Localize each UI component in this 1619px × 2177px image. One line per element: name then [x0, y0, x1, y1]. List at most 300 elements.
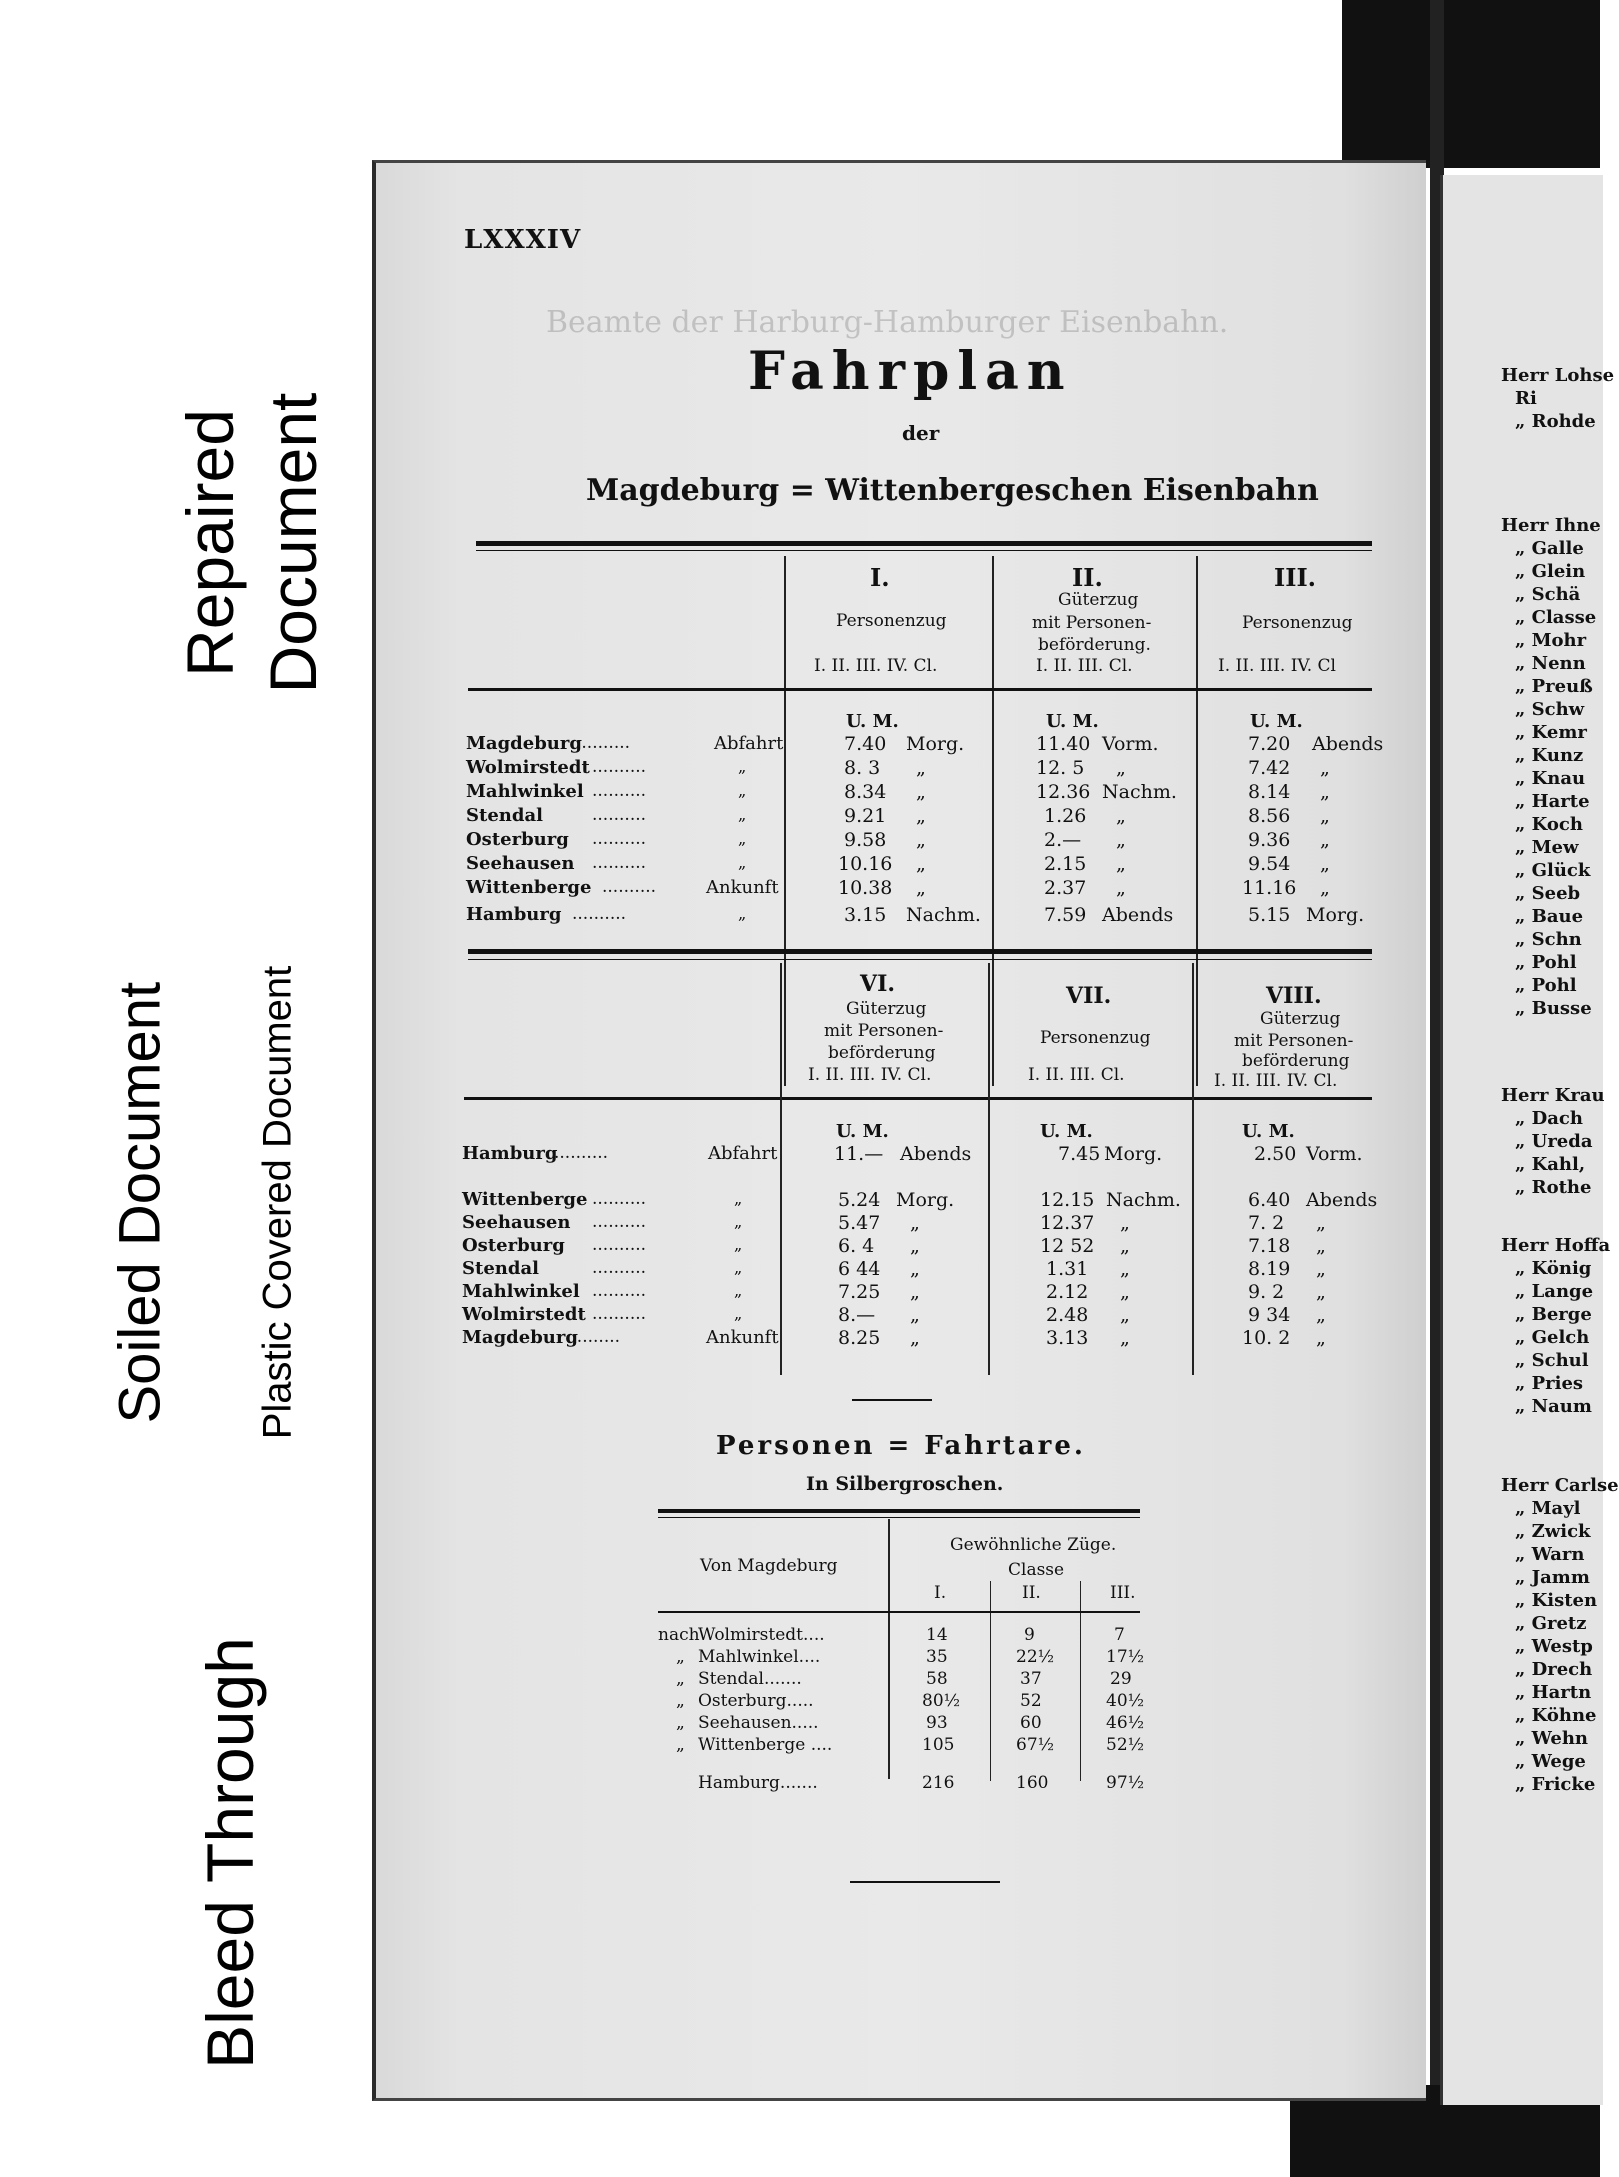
time-1: 10.16 [838, 853, 893, 875]
suffix-2: Nachm. [1102, 781, 1177, 803]
dots: .......... [576, 733, 631, 753]
time-2: 2.15 [1044, 853, 1087, 875]
t2-col2-classes: I. II. III. Cl. [1028, 1065, 1125, 1085]
t2-col1-type-3: beförderung [828, 1043, 936, 1063]
t2-col1-roman: VI. [860, 971, 896, 997]
facing-page-line: „ Schul [1515, 1350, 1589, 1371]
suffix-3: Morg. [1306, 904, 1365, 926]
title-der: der [902, 421, 940, 445]
dots: .......... [592, 781, 647, 801]
t1-row [376, 829, 1426, 853]
t2-col3-roman: VIII. [1266, 983, 1322, 1009]
t1-col3-classes: I. II. III. IV. Cl [1218, 656, 1336, 676]
facing-page-line: „ Knau [1515, 768, 1586, 789]
facing-page-line: Herr Hoffa [1501, 1235, 1611, 1256]
fare-row [376, 1669, 1426, 1691]
kind: „ [734, 1281, 743, 1300]
facing-page-line: „ Pries [1515, 1373, 1584, 1394]
fare-class-1: 58 [926, 1669, 948, 1689]
t2-um-1: U. M. [836, 1121, 889, 1142]
fare-class-3: 97½ [1106, 1773, 1145, 1793]
time-2: 2.37 [1044, 877, 1087, 899]
dots: .......... [592, 1189, 647, 1209]
kind: „ [738, 853, 747, 872]
suffix-2: „ [1120, 1281, 1130, 1303]
time-2: 7.45 [1058, 1143, 1101, 1165]
suffix-2: „ [1120, 1258, 1130, 1280]
t2-row [376, 1327, 1426, 1351]
table2-top-rule [468, 949, 1372, 954]
suffix-2: „ [1120, 1304, 1130, 1326]
t1-row [376, 853, 1426, 877]
fare-class-1: 80½ [922, 1691, 961, 1711]
station-name: Seehausen [466, 853, 575, 874]
facing-page-line: „ Westp [1515, 1636, 1593, 1657]
t2-um-2: U. M. [1040, 1121, 1093, 1142]
fare-class-1: 35 [926, 1647, 948, 1667]
facing-page-line: „ Pohl [1515, 952, 1577, 973]
suffix-1: „ [916, 805, 926, 827]
kind: Ankunft [706, 1327, 779, 1348]
time-3: 9.36 [1248, 829, 1291, 851]
station-name: Wolmirstedt [462, 1304, 586, 1325]
t1-row [376, 733, 1426, 757]
kind: „ [738, 829, 747, 848]
fares-subtitle: In Silbergroschen. [806, 1473, 1004, 1495]
suffix-1: „ [916, 877, 926, 899]
facing-page-line: „ Kisten [1515, 1590, 1598, 1611]
suffix-2: „ [1116, 853, 1126, 875]
facing-page-line: „ Gelch [1515, 1327, 1590, 1348]
kind: „ [734, 1189, 743, 1208]
facing-page-line: „ Fricke [1515, 1774, 1596, 1795]
facing-page-line: Herr Lohse [1501, 365, 1615, 386]
t1-col1-classes: I. II. III. IV. Cl. [814, 656, 938, 676]
facing-page-line: „ Rohde [1515, 411, 1596, 432]
facing-page-line: „ Busse [1515, 998, 1592, 1019]
fare-class-1: 14 [926, 1625, 948, 1645]
fare-class-1: 93 [926, 1713, 948, 1733]
kind: „ [734, 1258, 743, 1277]
station-name: Stendal [466, 805, 543, 826]
suffix-3: Abends [1312, 733, 1384, 755]
time-3: 9.54 [1248, 853, 1291, 875]
suffix-1: „ [910, 1212, 920, 1234]
time-2: 3.13 [1046, 1327, 1089, 1349]
time-2: 7.59 [1044, 904, 1087, 926]
suffix-1: „ [910, 1281, 920, 1303]
station-name: Wittenberge [466, 877, 592, 898]
fare-destination: Wittenberge .... [698, 1735, 833, 1755]
suffix-3: „ [1320, 757, 1330, 779]
suffix-3: Vorm. [1306, 1143, 1363, 1165]
suffix-1: „ [916, 829, 926, 851]
fare-destination: Osterburg..... [698, 1691, 814, 1711]
facing-page-line: „ Harte [1515, 791, 1590, 812]
suffix-1: Abends [900, 1143, 972, 1165]
t1-col2-type-3: beförderung. [1038, 635, 1151, 655]
facing-page [1440, 175, 1619, 2105]
time-1: 5.24 [838, 1189, 881, 1211]
repaired-label-line2: Document [256, 392, 330, 694]
table2-top-rule-thin [468, 959, 1372, 960]
t1-row [376, 757, 1426, 781]
t1-col2-classes: I. II. III. Cl. [1036, 656, 1133, 676]
dots: .......... [592, 1281, 647, 1301]
fare-row [376, 1735, 1426, 1757]
suffix-2: „ [1116, 877, 1126, 899]
kind: „ [734, 1304, 743, 1323]
t1-row [376, 805, 1426, 829]
fare-prefix: „ [676, 1713, 685, 1733]
facing-page-line: Herr Ihne [1501, 515, 1601, 536]
repaired-label-line1: Repaired [173, 409, 247, 677]
fare-class-2: 60 [1020, 1713, 1042, 1733]
facing-page-line: „ Dach [1515, 1108, 1583, 1129]
dots: .......... [592, 757, 647, 777]
fare-row-last [376, 1773, 1426, 1795]
facing-page-line: „ Classe [1515, 607, 1597, 628]
facing-page-line: „ Koch [1515, 814, 1583, 835]
time-3: 2.50 [1254, 1143, 1297, 1165]
facing-page-line: „ Schw [1515, 699, 1585, 720]
suffix-3: „ [1316, 1258, 1326, 1280]
fare-class-2: 52 [1020, 1691, 1042, 1711]
fare-destination: Stendal....... [698, 1669, 802, 1689]
t1-col3-roman: III. [1274, 563, 1317, 592]
bleed-through-heading: Beamte der Harburg-Hamburger Eisenbahn. [546, 305, 1229, 340]
fare-class-1: 105 [922, 1735, 955, 1755]
time-1: 8. 3 [844, 757, 881, 779]
bleed-label: Bleed Through [193, 1637, 267, 2069]
time-2: 12.37 [1040, 1212, 1095, 1234]
dots: .......... [592, 1304, 647, 1324]
suffix-1: „ [910, 1258, 920, 1280]
station-name: Stendal [462, 1258, 539, 1279]
time-3: 8.56 [1248, 805, 1291, 827]
suffix-3: „ [1320, 877, 1330, 899]
suffix-1: „ [910, 1327, 920, 1349]
kind: „ [738, 904, 747, 923]
facing-page-line: „ Kemr [1515, 722, 1587, 743]
t1-row [376, 904, 1426, 928]
t1-row [376, 877, 1426, 901]
fares-class-2: II. [1022, 1583, 1041, 1603]
facing-page-line: „ Wege [1515, 1751, 1586, 1772]
suffix-2: Vorm. [1102, 733, 1159, 755]
facing-page-line: „ Jamm [1515, 1567, 1590, 1588]
fare-class-3: 46½ [1106, 1713, 1145, 1733]
suffix-2: „ [1116, 757, 1126, 779]
time-1: 5.47 [838, 1212, 881, 1234]
suffix-1: „ [916, 781, 926, 803]
page-number: LXXXIV [464, 225, 582, 255]
time-2: 12.15 [1040, 1189, 1095, 1211]
station-name: Magdeburg [462, 1327, 578, 1348]
facing-page-line: „ Rothe [1515, 1177, 1592, 1198]
time-3: 7.18 [1248, 1235, 1291, 1257]
t2-col1-classes: I. II. III. IV. Cl. [808, 1065, 932, 1085]
facing-page-line: „ Pohl [1515, 975, 1577, 996]
suffix-3: „ [1316, 1235, 1326, 1257]
time-1: 6 44 [838, 1258, 881, 1280]
dots: .......... [592, 853, 647, 873]
time-1: 8.34 [844, 781, 887, 803]
time-3: 8.14 [1248, 781, 1291, 803]
station-name: Hamburg [466, 904, 562, 925]
t2-col3-type-2: mit Personen- [1234, 1031, 1354, 1051]
facing-page-line: „ Ureda [1515, 1131, 1593, 1152]
facing-page-line: „ Mohr [1515, 630, 1587, 651]
time-1: 6. 4 [838, 1235, 875, 1257]
t2-row [376, 1235, 1426, 1259]
suffix-2: „ [1120, 1327, 1130, 1349]
station-name: Wittenberge [462, 1189, 588, 1210]
kind: Abfahrt [708, 1143, 778, 1164]
kind: „ [738, 805, 747, 824]
facing-page-line: „ Kahl, [1515, 1154, 1586, 1175]
table1-header-rule [468, 688, 1372, 691]
time-1: 9.58 [844, 829, 887, 851]
facing-page-line: „ Seeb [1515, 883, 1581, 904]
table1-top-rule-thin [476, 550, 1372, 551]
railway-name: Magdeburg = Wittenbergeschen Eisenbahn [586, 473, 1319, 508]
suffix-1: „ [916, 757, 926, 779]
station-name: Magdeburg [466, 733, 582, 754]
facing-page-line: „ Drech [1515, 1659, 1593, 1680]
t1-col2-type-1: Güterzug [1058, 590, 1139, 610]
dots: .......... [592, 805, 647, 825]
time-3: 8.19 [1248, 1258, 1291, 1280]
time-1: 11.— [834, 1143, 884, 1165]
fare-class-2: 37 [1020, 1669, 1042, 1689]
time-1: 8.— [838, 1304, 876, 1326]
suffix-1: „ [910, 1235, 920, 1257]
time-3: 7. 2 [1248, 1212, 1285, 1234]
t1-col1-roman: I. [870, 563, 890, 592]
facing-page-line: „ Kunz [1515, 745, 1584, 766]
bottom-separator [850, 1881, 1000, 1883]
suffix-3: „ [1320, 781, 1330, 803]
suffix-2: „ [1116, 805, 1126, 827]
station-name: Hamburg [462, 1143, 558, 1164]
facing-page-line: Ri [1515, 388, 1537, 409]
suffix-2: „ [1120, 1212, 1130, 1234]
facing-page-line: „ Glein [1515, 561, 1586, 582]
time-1: 7.40 [844, 733, 887, 755]
suffix-3: „ [1316, 1304, 1326, 1326]
suffix-1: „ [916, 853, 926, 875]
fare-prefix: „ [676, 1691, 685, 1711]
fare-row [376, 1647, 1426, 1669]
suffix-2: Morg. [1104, 1143, 1163, 1165]
suffix-1: Morg. [906, 733, 965, 755]
t2-row [376, 1189, 1426, 1213]
time-1: 10.38 [838, 877, 893, 899]
t2-first-row [376, 1143, 1426, 1167]
station-name: Mahlwinkel [462, 1281, 580, 1302]
facing-page-line: „ Gretz [1515, 1613, 1587, 1634]
suffix-1: Nachm. [906, 904, 981, 926]
facing-page-line: „ Schn [1515, 929, 1582, 950]
fare-row [376, 1691, 1426, 1713]
time-3: 9. 2 [1248, 1281, 1285, 1303]
time-2: 2.12 [1046, 1281, 1089, 1303]
fare-row [376, 1625, 1426, 1647]
top-black-strip [1342, 0, 1600, 168]
facing-page-line: „ Berge [1515, 1304, 1592, 1325]
fares-from: Von Magdeburg [700, 1556, 838, 1576]
facing-page-line: „ Baue [1515, 906, 1584, 927]
facing-page-line: Herr Carlse [1501, 1475, 1619, 1496]
facing-page-line: „ Wehn [1515, 1728, 1588, 1749]
section-separator [852, 1399, 932, 1401]
table2-header-rule [464, 1097, 1372, 1100]
time-2: 2.48 [1046, 1304, 1089, 1326]
time-3: 9 34 [1248, 1304, 1291, 1326]
facing-page-line: „ Köhne [1515, 1705, 1597, 1726]
t1-col2-roman: II. [1072, 563, 1103, 592]
fares-title: Personen = Fahrtare. [716, 1431, 1086, 1461]
kind: „ [738, 781, 747, 800]
fare-destination: Seehausen..... [698, 1713, 819, 1733]
fares-top-rule [658, 1509, 1140, 1513]
suffix-3: „ [1316, 1212, 1326, 1234]
fare-class-3: 29 [1110, 1669, 1132, 1689]
t2-col3-classes: I. II. III. IV. Cl. [1214, 1071, 1338, 1091]
station-name: Osterburg [462, 1235, 565, 1256]
fare-prefix: „ [676, 1647, 685, 1667]
suffix-3: „ [1316, 1327, 1326, 1349]
time-1: 3.15 [844, 904, 887, 926]
t1-row [376, 781, 1426, 805]
time-1: 7.25 [838, 1281, 881, 1303]
time-3: 7.42 [1248, 757, 1291, 779]
t2-col3-type-3: beförderung [1242, 1051, 1350, 1071]
facing-page-line: „ König [1515, 1258, 1592, 1279]
kind: „ [734, 1235, 743, 1254]
dots: .......... [554, 1143, 609, 1163]
station-name: Wolmirstedt [466, 757, 590, 778]
suffix-1: Morg. [896, 1189, 955, 1211]
facing-page-line: „ Schä [1515, 584, 1581, 605]
fare-prefix: „ [676, 1669, 685, 1689]
time-2: 1.31 [1046, 1258, 1089, 1280]
dots: .......... [602, 877, 657, 897]
suffix-3: „ [1320, 805, 1330, 827]
time-2: 1.26 [1044, 805, 1087, 827]
table2-divider-2 [988, 963, 990, 1375]
fares-class-1: I. [934, 1583, 947, 1603]
time-3: 10. 2 [1242, 1327, 1291, 1349]
t1-um-3: U. M. [1250, 711, 1303, 732]
fare-prefix: „ [676, 1735, 685, 1755]
fare-class-3: 7 [1114, 1625, 1125, 1645]
t2-col2-roman: VII. [1066, 983, 1112, 1009]
facing-page-line: „ Naum [1515, 1396, 1592, 1417]
facing-page-line: „ Galle [1515, 538, 1584, 559]
time-1: 9.21 [844, 805, 887, 827]
table2-divider-3 [1192, 963, 1194, 1375]
facing-page-line: Herr Krau [1501, 1085, 1605, 1106]
fare-row [376, 1713, 1426, 1735]
t2-row [376, 1304, 1426, 1328]
page-title: Fahrplan [748, 341, 1073, 402]
t2-col1-type-2: mit Personen- [824, 1021, 944, 1041]
facing-page-line: „ Zwick [1515, 1521, 1591, 1542]
t2-row [376, 1258, 1426, 1282]
fare-class-1: 216 [922, 1773, 955, 1793]
time-2: 11.40 [1036, 733, 1091, 755]
fares-class-3: III. [1110, 1583, 1136, 1603]
suffix-3: „ [1320, 829, 1330, 851]
fare-class-2: 160 [1016, 1773, 1049, 1793]
fares-header-rule [658, 1611, 1140, 1613]
station-name: Seehausen [462, 1212, 571, 1233]
suffix-2: „ [1120, 1235, 1130, 1257]
facing-page-line: „ Lange [1515, 1281, 1594, 1302]
time-2: 12.36 [1036, 781, 1091, 803]
kind: „ [738, 757, 747, 776]
station-name: Osterburg [466, 829, 569, 850]
time-1: 8.25 [838, 1327, 881, 1349]
table1-top-rule [476, 541, 1372, 546]
dots: .......... [592, 829, 647, 849]
t2-col1-type-1: Güterzug [846, 999, 927, 1019]
fare-class-3: 17½ [1106, 1647, 1145, 1667]
fare-prefix: nach [658, 1625, 700, 1645]
fare-class-2: 67½ [1016, 1735, 1055, 1755]
time-3: 11.16 [1242, 877, 1297, 899]
fare-destination: Wolmirstedt.... [698, 1625, 825, 1645]
time-3: 7.20 [1248, 733, 1291, 755]
t1-col2-type-2: mit Personen- [1032, 613, 1152, 633]
facing-page-line: „ Hartn [1515, 1682, 1592, 1703]
fare-class-3: 52½ [1106, 1735, 1145, 1755]
dots: .......... [592, 1212, 647, 1232]
fare-class-3: 40½ [1106, 1691, 1145, 1711]
time-3: 5.15 [1248, 904, 1291, 926]
fares-group: Gewöhnliche Züge. [950, 1535, 1117, 1555]
dots: .......... [572, 904, 627, 924]
suffix-2: Nachm. [1106, 1189, 1181, 1211]
t2-row [376, 1212, 1426, 1236]
facing-page-line: „ Mayl [1515, 1498, 1581, 1519]
scanned-page [372, 160, 1426, 2101]
fares-classe: Classe [1008, 1560, 1065, 1580]
dots: .......... [566, 1327, 621, 1347]
fare-class-2: 9 [1024, 1625, 1035, 1645]
dots: .......... [592, 1258, 647, 1278]
t1-um-1: U. M. [846, 711, 899, 732]
suffix-2: „ [1116, 829, 1126, 851]
time-2: 12 52 [1040, 1235, 1095, 1257]
dots: .......... [592, 1235, 647, 1255]
facing-page-line: „ Preuß [1515, 676, 1593, 697]
t2-col2-type: Personenzug [1040, 1028, 1151, 1048]
facing-page-line: „ Warn [1515, 1544, 1585, 1565]
t2-um-3: U. M. [1242, 1121, 1295, 1142]
suffix-3: „ [1316, 1281, 1326, 1303]
t2-row [376, 1281, 1426, 1305]
facing-page-line: „ Mew [1515, 837, 1579, 858]
suffix-1: „ [910, 1304, 920, 1326]
time-2: 12. 5 [1036, 757, 1085, 779]
t1-col1-type: Personenzug [836, 611, 947, 631]
kind: Ankunft [706, 877, 779, 898]
suffix-3: „ [1320, 853, 1330, 875]
facing-page-line: „ Glück [1515, 860, 1591, 881]
